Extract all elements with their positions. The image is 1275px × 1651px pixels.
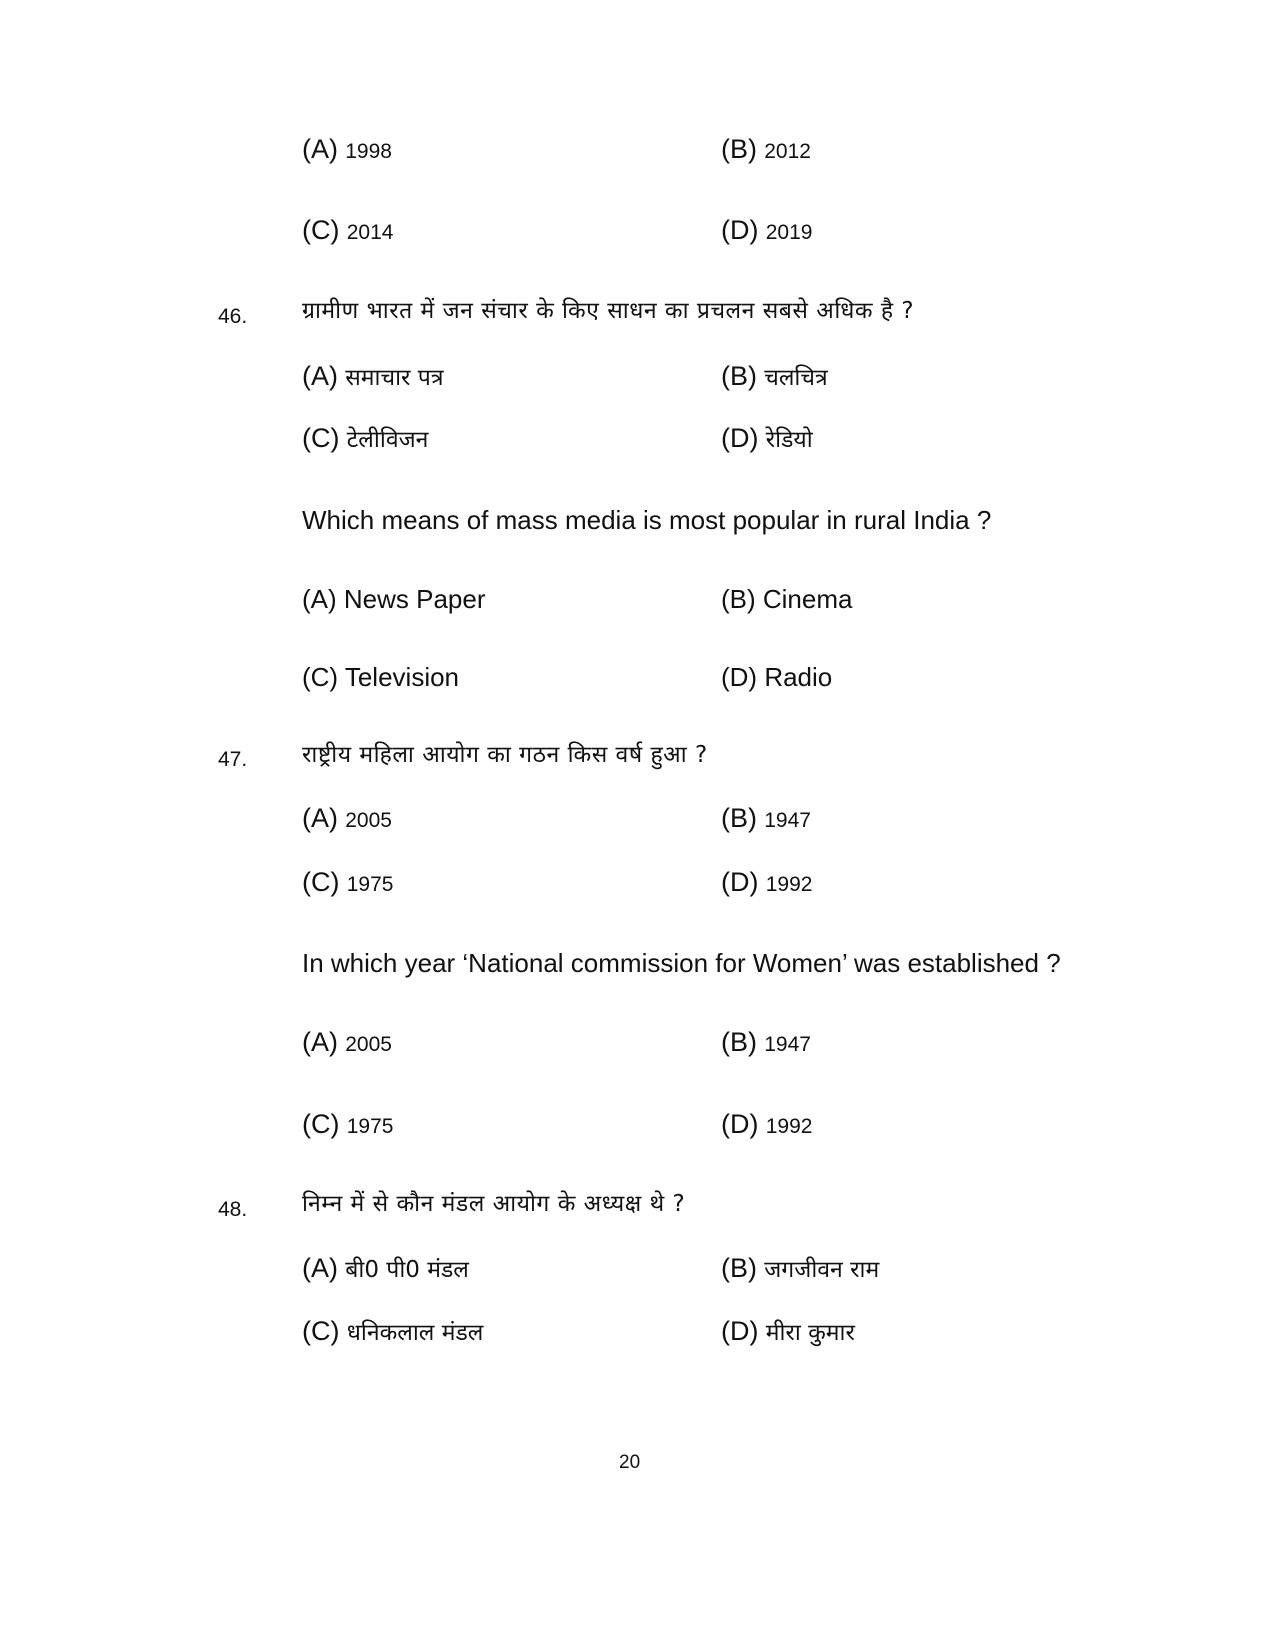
option-label: (D) [721,423,759,453]
option-value: 1947 [764,1033,811,1056]
option-label: (D) [721,867,759,897]
option-label: (B) [721,803,757,833]
option-value: धनिकलाल मंडल [346,1320,484,1346]
option-label: (D) [721,1109,759,1139]
q46-english-question: Which means of mass media is most popular in rural India ? [302,505,992,535]
q48-hindi-option-d [721,1316,855,1348]
page-number: 20 [619,1452,641,1473]
q48-hindi-option-a [302,1253,469,1285]
option-label: (C) [302,1316,340,1346]
option-label: (D) [721,1316,759,1346]
q47-hindi-question: राष्ट्रीय महिला आयोग का गठन किस वर्ष हुआ ? [302,742,708,768]
question-number-48: 48. [218,1198,248,1221]
q47-english-option-a [302,1027,392,1060]
q46-english-option-a: (A) News Paper [302,584,486,614]
option-value: रेडियो [765,427,813,453]
q46-hindi-option-b [721,361,828,393]
option-value: चलचित्र [764,365,828,391]
option-label: (C) [302,423,340,453]
q46-hindi-option-d [721,423,813,455]
option-value: 2014 [346,221,394,244]
q47-english-option-b [721,1027,811,1060]
option-value: बी0 पी0 मंडल [345,1257,469,1283]
q48-hindi-question: निम्न में से कौन मंडल आयोग के अध्यक्ष थे ? [302,1191,686,1217]
option-label: (A) [302,803,338,833]
q47-hindi-option-c [302,867,393,900]
option-value: 1992 [765,873,813,896]
q48-hindi-option-c [302,1316,483,1348]
option-label: (B) [721,1027,757,1057]
option-value: 2019 [765,221,813,244]
q47-english-question: In which year ‘National commission for Women’ was established ? [302,948,1061,978]
option-value: 1975 [346,873,394,896]
q45-option-a [302,134,392,167]
option-label: (A) [302,134,338,164]
q46-english-option-b: (B) Cinema [721,584,853,614]
option-label: (C) [302,867,340,897]
option-value: 1947 [764,809,811,832]
option-value: 2005 [345,809,392,832]
q47-hindi-option-b [721,803,811,836]
option-value: 1998 [345,140,392,163]
question-number-47: 47. [218,748,248,771]
question-number-46: 46. [218,305,248,328]
q45-option-c [302,215,393,248]
q45-option-b [721,134,811,167]
option-label: (D) [721,215,759,245]
option-value: 2005 [345,1033,392,1056]
q47-english-option-c [302,1109,393,1142]
option-value: मीरा कुमार [765,1320,855,1346]
q47-hindi-option-d [721,867,812,900]
q48-hindi-option-b [721,1253,879,1285]
option-value: 2012 [764,140,811,163]
option-value: 1992 [765,1115,813,1138]
option-value: जगजीवन राम [764,1257,880,1283]
q47-english-option-d [721,1109,812,1142]
q46-hindi-option-a [302,361,444,393]
option-value: 1975 [346,1115,394,1138]
option-label: (B) [721,1253,757,1283]
option-label: (A) [302,1027,338,1057]
option-label: (B) [721,361,757,391]
q45-option-d [721,215,812,248]
option-label: (C) [302,1109,340,1139]
q46-english-option-c: (C) Television [302,662,460,692]
option-value: समाचार पत्र [345,365,444,391]
q46-hindi-option-c [302,423,428,455]
option-label: (A) [302,1253,338,1283]
option-label: (A) [302,361,338,391]
q47-hindi-option-a [302,803,392,836]
option-value: टेलीविजन [346,427,429,453]
option-label: (C) [302,215,340,245]
q46-hindi-question: ग्रामीण भारत में जन संचार के किए साधन का प्रचलन सबसे अधिक है ? [302,298,915,324]
option-label: (B) [721,134,757,164]
q46-english-option-d: (D) Radio [721,662,833,692]
